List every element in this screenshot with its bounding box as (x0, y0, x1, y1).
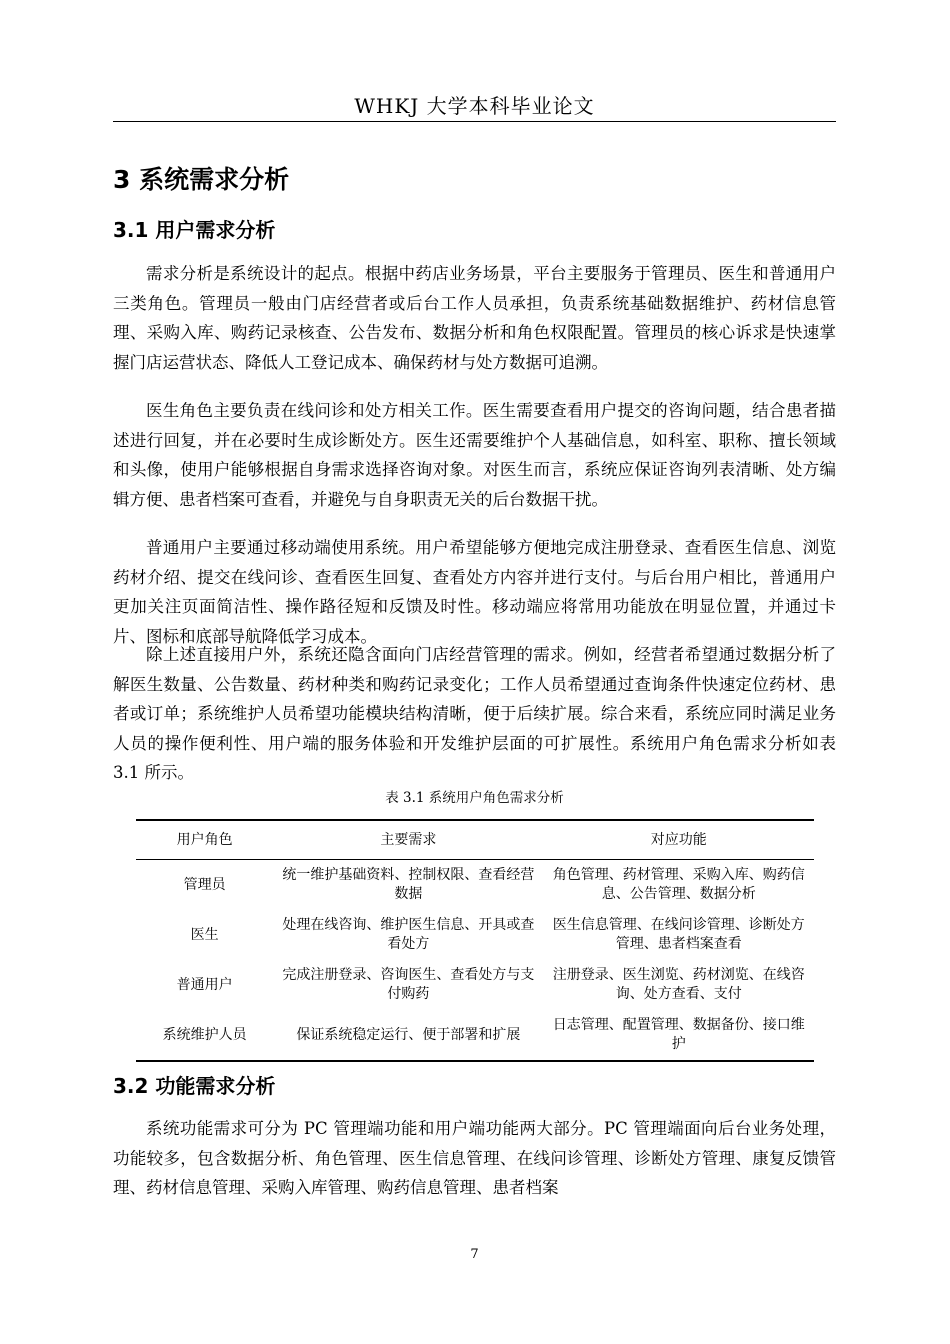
table-cell: 注册登录、医生浏览、药材浏览、在线咨询、处方查看、支付 (552, 967, 805, 1002)
table-row (136, 860, 814, 911)
table-cell: 保证系统稳定运行、便于部署和扩展 (296, 1026, 521, 1043)
table-header-cell: 对应功能 (650, 831, 707, 848)
paragraph: 普通用户主要通过移动端使用系统。用户希望能够方便地完成注册登录、查看医生信息、浏览药材介绍、提交在线问诊、查看医生回复、查看处方内容并进行支付。与后台用户相比，普通用户更加关注页面简洁性、操作路径短和反馈及时性。移动端应将常用功能放在明显位置，并通过卡片、图标和底部导航降低学习成本。 (113, 538, 836, 646)
table-cell: 日志管理、配置管理、数据备份、接口维护 (552, 1017, 805, 1052)
table-cell: 普通用户 (176, 976, 233, 993)
paragraph: 除上述直接用户外，系统还隐含面向门店经营管理的需求。例如，经营者希望通过数据分析了解医生数量、公告数量、药材种类和购药记录变化；工作人员希望通过查询条件快速定位药材、患者或订单；系统维护人员希望功能模块结构清晰，便于后续扩展。综合来看，系统应同时满足业务人员的操作便利性、用户端的服务体验和开发维护层面的可扩展性。系统用户角色需求分析如表 3.1 所示。 (113, 645, 836, 782)
running-header: WHKJ 大学本科毕业论文 (354, 94, 595, 118)
paragraph: 需求分析是系统设计的起点。根据中药店业务场景，平台主要服务于管理员、医生和普通用户三类角色。管理员一般由门店经营者或后台工作人员承担，负责系统基础数据维护、药材信息管理、采购入库、购药记录核查、公告发布、数据分析和角色权限配置。管理员的核心诉求是快速掌握门店运营状态、降低人工登记成本、确保药材与处方数据可追溯。 (113, 264, 836, 372)
chapter-title: 3 系统需求分析 (113, 165, 290, 194)
table-row (136, 960, 814, 1010)
table-cell: 统一维护基础资料、控制权限、查看经营数据 (282, 867, 535, 902)
paragraph: 系统功能需求可分为 PC 管理端功能和用户端功能两大部分。PC 管理端面向后台业务处理，功能较多，包含数据分析、角色管理、医生信息管理、在线问诊管理、诊断处方管理、康复反馈管理、药材信息管理、采购入库管理、购药信息管理、患者档案 (113, 1119, 836, 1197)
table-cell: 医生 (190, 926, 219, 943)
table-header-cell: 主要需求 (380, 831, 437, 848)
role-requirements-table (136, 819, 814, 1062)
table-cell: 处理在线咨询、维护医生信息、开具或查看处方 (282, 917, 535, 952)
paragraph: 医生角色主要负责在线问诊和处方相关工作。医生需要查看用户提交的咨询问题，结合患者描述进行回复，并在必要时生成诊断处方。医生还需要维护个人基础信息，如科室、职称、擅长领域和头像，使用户能够根据自身需求选择咨询对象。对医生而言，系统应保证咨询列表清晰、处方编辑方便、患者档案可查看，并避免与自身职责无关的后台数据干扰。 (113, 401, 836, 509)
section-title-3-2: 3.2 功能需求分析 (113, 1074, 276, 1098)
table-header-cell: 用户角色 (176, 831, 233, 848)
table-header-row (136, 820, 814, 860)
table-row (136, 910, 814, 960)
header-rule (113, 121, 836, 122)
table-cell: 完成注册登录、咨询医生、查看处方与支付购药 (282, 967, 535, 1002)
table-cell: 医生信息管理、在线问诊管理、诊断处方管理、患者档案查看 (552, 917, 805, 952)
table-cell: 管理员 (183, 876, 226, 893)
table-cell: 角色管理、药材管理、采购入库、购药信息、公告管理、数据分析 (552, 867, 805, 902)
table-caption: 表 3.1 系统用户角色需求分析 (385, 790, 564, 806)
page-number: 7 (470, 1247, 479, 1262)
table-cell: 系统维护人员 (162, 1026, 247, 1043)
section-title-3-1: 3.1 用户需求分析 (113, 218, 276, 242)
table-row (136, 1010, 814, 1061)
